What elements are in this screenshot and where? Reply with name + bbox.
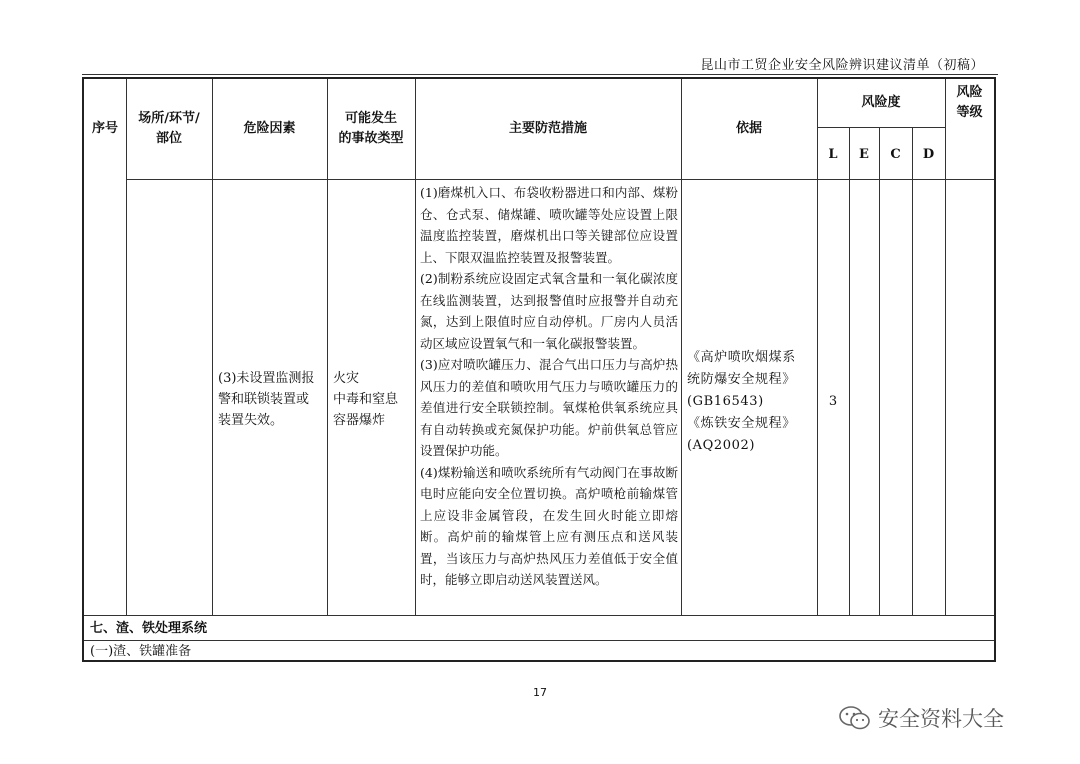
col-divider xyxy=(849,127,850,615)
L-value: 3 xyxy=(828,394,838,409)
header-level-line2: 等级 xyxy=(956,105,983,120)
header-location-line2: 部位 xyxy=(155,131,182,146)
header-location xyxy=(126,109,212,149)
watermark-text: 安全资料大全 xyxy=(878,707,1004,731)
accident-cell xyxy=(333,368,413,431)
row-divider xyxy=(84,640,994,641)
row-divider xyxy=(84,615,994,616)
hazard-line: (3)未设置监测报 xyxy=(218,371,315,386)
watermark xyxy=(838,703,1004,733)
header-level xyxy=(945,83,994,123)
header-C: C xyxy=(890,147,901,162)
hazard-line: 装置失效。 xyxy=(218,413,284,428)
subsection-title: (一)渣、铁罐准备 xyxy=(90,644,192,659)
col-divider xyxy=(212,79,213,615)
col-divider xyxy=(415,79,416,615)
accident-line: 火灾 xyxy=(333,371,360,386)
header-risk: 风险度 xyxy=(861,95,901,110)
basis-line: 统防爆安全规程》 xyxy=(687,372,796,387)
col-divider xyxy=(327,79,328,615)
accident-line: 容器爆炸 xyxy=(333,413,386,428)
header-location-line1: 场所/环节/ xyxy=(138,111,200,126)
page-number: 17 xyxy=(533,686,547,699)
header-D: D xyxy=(922,147,935,162)
basis-line: 《高炉喷吹烟煤系 xyxy=(687,350,796,365)
basis-line: 《炼铁安全规程》 xyxy=(687,416,796,431)
header-L: L xyxy=(828,147,838,162)
header-accident-type xyxy=(327,109,415,149)
header-hazard: 危险因素 xyxy=(243,121,296,136)
basis-cell xyxy=(687,347,815,457)
col-divider xyxy=(912,127,913,615)
col-divider xyxy=(126,79,127,615)
hazard-cell xyxy=(218,368,324,431)
measure-item: (1)磨煤机入口、布袋收粉器进口和内部、煤粉仓、仓式泵、储煤罐、喷吹罐等处应设置上限温度监控装置，磨煤机出口等关键部位应设置上、下限双温监控装置及报警装置。 xyxy=(420,185,678,265)
col-divider xyxy=(681,79,682,615)
hazard-line: 警和联锁装置或 xyxy=(218,392,310,407)
header-E: E xyxy=(859,147,869,162)
measure-item: (3)应对喷吹罐压力、混合气出口压力与高炉热风压力的差值和喷吹用气压力与喷吹罐压力的差值进行安全联锁控制。氧煤枪供氧系统应具有自动转换或充氮保护功能。炉前供氧总管应设置保护功能。 xyxy=(420,357,678,458)
header-accident-line1: 可能发生 xyxy=(344,111,397,126)
basis-line: (AQ2002) xyxy=(687,438,756,453)
row-divider xyxy=(126,179,994,180)
basis-line: (GB16543) xyxy=(687,394,764,409)
accident-line: 中毒和窒息 xyxy=(333,392,399,407)
wechat-icon xyxy=(838,704,872,732)
col-divider xyxy=(945,79,946,615)
section-title: 七、渣、铁处理系统 xyxy=(90,621,208,636)
measures-cell xyxy=(420,182,678,591)
col-divider xyxy=(879,127,880,615)
measure-item: (4)煤粉输送和喷吹系统所有气动阀门在事故断电时应能向安全位置切换。高炉喷枪前输煤管上应设非金属管段，在发生回火时能立即熔断。高炉前的输煤管上应有测压点和送风装置，当该压力与高炉热风压力差值低于安全值时，能够立即启动送风装置送风。 xyxy=(420,464,678,587)
title-rule xyxy=(82,74,998,75)
measure-item: (2)制粉系统应设固定式氧含量和一氧化碳浓度在线监测装置，达到报警值时应报警并自动充氮，达到上限值时应自动停机。厂房内人员活动区域应设置氧气和一氧化碳报警装置。 xyxy=(420,271,678,351)
row-divider xyxy=(817,127,945,128)
header-basis: 依据 xyxy=(735,121,762,136)
header-seq: 序号 xyxy=(91,121,118,136)
document-title: 昆山市工贸企业安全风险辨识建议清单（初稿） xyxy=(700,58,984,73)
header-measures: 主要防范措施 xyxy=(508,121,587,136)
header-accident-line2: 的事故类型 xyxy=(338,131,404,146)
header-level-line1: 风险 xyxy=(956,85,983,100)
